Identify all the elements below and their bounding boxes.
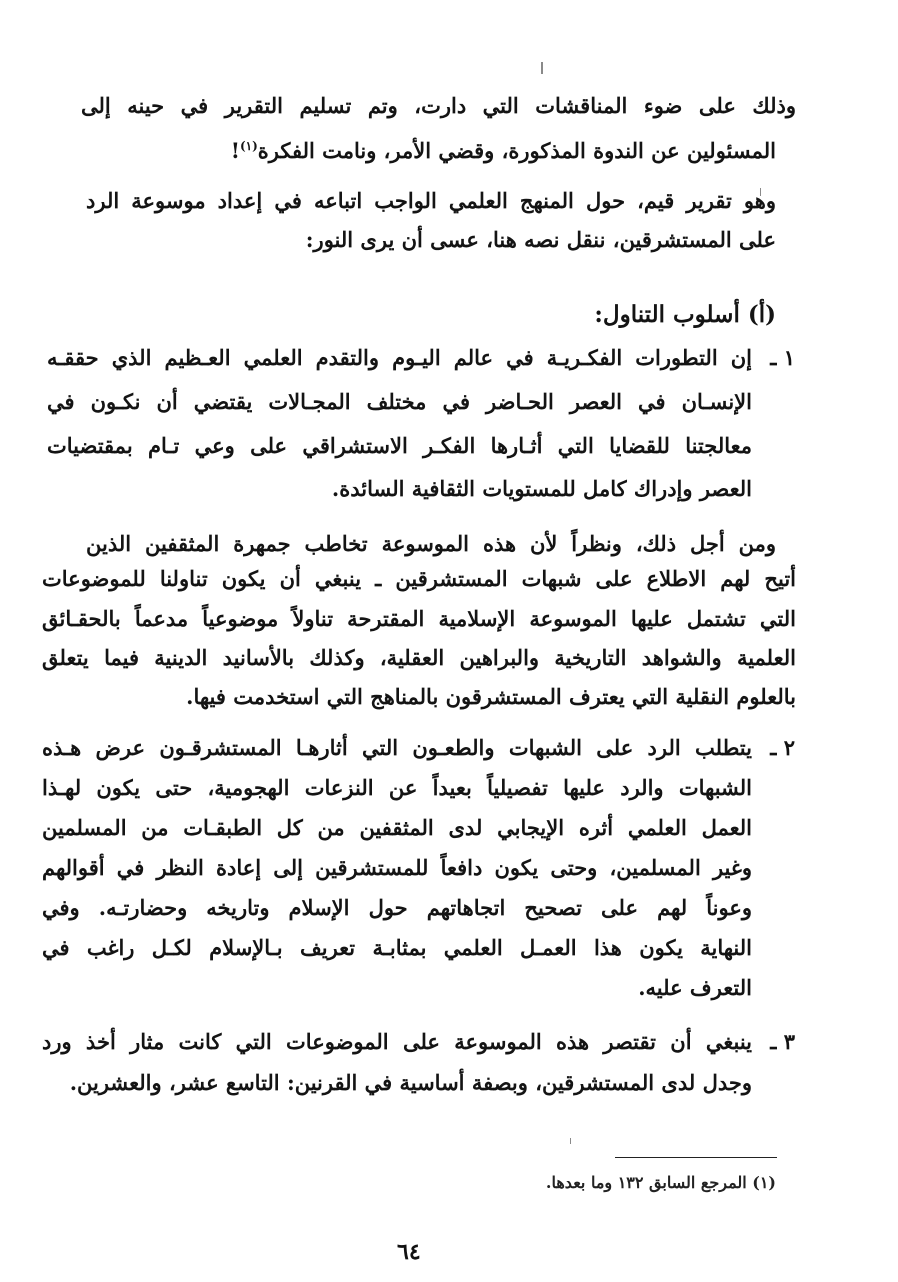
para2-line-2: على المستشرقين، ننقل نصه هنا، عسى أن يرى النور:	[305, 227, 776, 252]
item1-number: ١ ـ	[770, 345, 795, 370]
item1-line-2: الإنسـان في العصر الحـاضر في مختلف المجـالات يقتضي أن نكـون في	[47, 389, 752, 414]
item2-line-5: وعوناً لهم على تصحيح اتجاهاتهم حول الإسلام وتاريخه وحضارتـه. وفي	[42, 895, 752, 920]
para3-line-3: التي تشتمل عليها الموسوعة الإسلامية المقترحة تناولاً موضوعياً مدعماً بالحقـائق	[42, 606, 796, 631]
para2-line-1: وهو تقرير قيم، حول المنهج العلمي الواجب اتباعه في إعداد موسوعة الرد	[86, 188, 776, 213]
item2-line-6: النهاية يكون هذا العمـل العلمي بمثابـة تعريف بـالإسلام لكـل راغب في	[42, 935, 752, 960]
footnote-divider	[615, 1157, 777, 1158]
intro-line-2	[231, 131, 776, 166]
item3-line-2: وجدل لدى المستشرقين، وبصفة أساسية في القرنين: التاسع عشر، والعشرين.	[69, 1070, 752, 1095]
item2-line-2: الشبهات والرد عليها تفصيلياً بعيداً عن النزعات الهجومية، حتى يكون لهـذا	[42, 775, 752, 800]
para3-line-5: بالعلوم النقلية التي يعترف المستشرقون بالمناهج التي استخدمت فيها.	[186, 684, 796, 709]
para3-line-1: ومن أجل ذلك، ونظراً لأن هذه الموسوعة تخاطب جمهرة المثقفين الذين	[86, 531, 776, 556]
para3-line-4: العلمية والشواهد التاريخية والبراهين العقلية، وكذلك بالأسانيد الدينية فيما يتعلق	[42, 645, 796, 670]
item3-number: ٣ ـ	[770, 1029, 795, 1054]
item2-line-1: يتطلب الرد على الشبهات والطعـون التي أثارهـا المستشرقـون عرض هـذه	[42, 735, 752, 760]
exclamation-mark: !	[230, 138, 240, 163]
footnote-marker: (١)	[239, 139, 258, 153]
intro-line-1: وذلك على ضوء المناقشات التي دارت، وتم تسليم التقرير في حينه إلى	[81, 93, 796, 118]
intro-line-2-text: المسئولين عن الندوة المذكورة، وقضي الأمر، ونامت الفكرة	[257, 138, 776, 163]
scan-speck	[541, 62, 543, 74]
item1-line-1: إن التطورات الفكـريـة في عالم اليـوم والتقدم العلمي العـظيم الذي حققـه	[47, 345, 752, 370]
item2-number: ٢ ـ	[770, 735, 795, 760]
scan-speck	[570, 1138, 571, 1144]
item2-line-3: العمل العلمي أثره الإيجابي لدى المثقفين من كل الطبقـات من المسلمين	[42, 815, 752, 840]
item1-line-3: معالجتنا للقضايا التي أثـارها الفكـر الاستشراقي على وعي تـام بمقتضيات	[47, 433, 752, 458]
item2-line-7: التعرف عليه.	[638, 975, 752, 1000]
footnote-text: (١) المرجع السابق ١٣٢ وما بعدها.	[545, 1173, 776, 1192]
page-number: ٦٤	[397, 1239, 421, 1265]
section-heading: (أ) أسلوب التناول:	[594, 301, 776, 328]
item3-line-1: ينبغي أن تقتصر هذه الموسوعة على الموضوعات التي كانت مثار أخذ ورد	[42, 1029, 752, 1054]
item1-line-4: العصر وإدراك كامل للمستويات الثقافية السائدة.	[331, 476, 752, 501]
item2-line-4: وغير المسلمين، وحتى يكون دافعاً للمستشرقين إلى إعادة النظر في أقوالهم	[42, 855, 752, 880]
para3-line-2: أتيح لهم الاطلاع على شبهات المستشرقين ـ ينبغي أن يكون تناولنا للموضوعات	[42, 566, 796, 591]
